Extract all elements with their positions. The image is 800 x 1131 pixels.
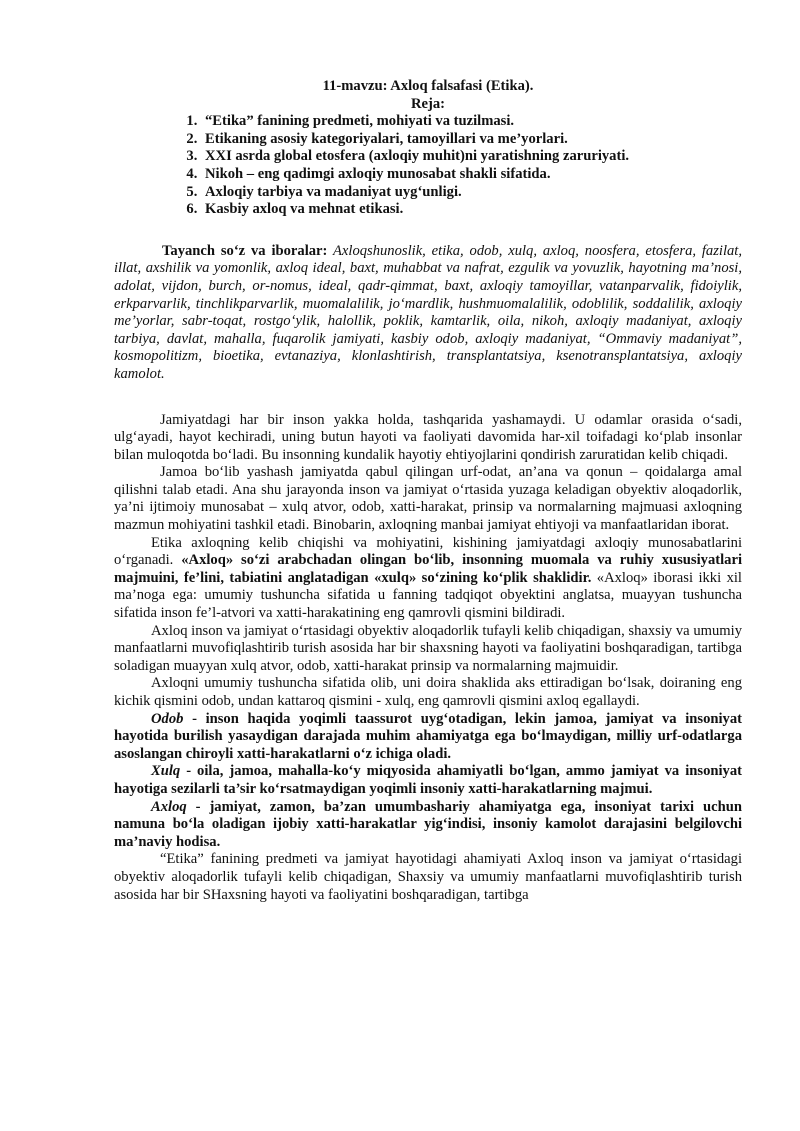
paragraph: “Etika” fanining predmeti va jamiyat hayotidagi ahamiyati Axloq inson va jamiyat o‘rtasidagi obyektiv aloqadorlik tufayli kelib chiqadigan, Shaxsiy va umumiy manfaatlarni muvofiqlashtirib turish asosida har bir SHaxsning hayoti va faoliyatini boshqaradigan, tartibga	[114, 851, 742, 903]
keywords-paragraph	[114, 243, 742, 384]
plan-item: 5. Axloqiy tarbiya va madaniyat uyg‘unligi.	[201, 184, 742, 202]
paragraph: Jamiyatdagi har bir inson yakka holda, tashqarida yashamaydi. U odamlar orasida o‘sadi, ulg‘ayadi, hayot kechiradi, uning butun hayoti va faoliyati davomida har-xil toifadagi ko‘plab insonlar bilan muloqotda bo‘ladi. Bu insonning kundalik hayotiy ehtiyojlarini qondirish zaruratidan kelib chiqadi.	[114, 411, 742, 463]
plan-item: 1. “Etika” fanining predmeti, mohiyati va tuzilmasi.	[201, 113, 742, 131]
paragraph-text: «Axloq» iborasi ikki xil ma’noga ega: umumiy tushuncha sifatida u fanning tadqiqot obyektini anglatsa, muayyan tushuncha sifatida inson fe’l-atvori va xatti-harakatining eng qamrovli qismini bildiradi.	[114, 569, 742, 622]
term-odob: Odob	[151, 710, 184, 727]
plan-item: 6. Kasbiy axloq va mehnat etikasi.	[201, 201, 742, 219]
paragraph-bold-text: «Axloq» so‘zi arabchadan olingan bo‘lib, insonning muomala va ruhiy xususiyatlari majmuini, fe’lini, tabiatini anglatadigan «xulq» so‘zining ko‘plik shaklidir.	[114, 552, 742, 586]
paragraph: Jamoa bo‘lib yashash jamiyatda qabul qilingan urf-odat, an’ana va qonun – qoidalarga amal qilishni talab etadi. Ana shu jarayonda inson va jamiyat o‘rtasida yuzaga keladigan obyektiv aloqadorlik, ya’ni ijtimoiy munosabat – xulq atvor, odob, xatti-harakat, prinsip va normalarning majmuasi axloqning mazmun mohiyatini tashkil etadi. Binobarin, axloqning manbai jamiyat ehtiyoji va manfaatlaridan iborat.	[114, 464, 742, 534]
definition-xulq	[114, 763, 742, 798]
paragraph: Axloq inson va jamiyat o‘rtasidagi obyektiv aloqadorlik tufayli kelib chiqadigan, shaxsiy va umumiy manfaatlarni muvofiqlashtirib turish asosida har bir shaxsning hayoti va faoliyatini boshqaradigan, tartibga soladigan muayyan xulq atvor, odob, xatti-harakat prinsip va normalarning majmuidir.	[114, 622, 742, 674]
definition-odob	[114, 711, 742, 764]
document-page	[114, 78, 742, 904]
plan-heading: Reja:	[410, 95, 446, 112]
keywords-label: Tayanch so‘z va iboralar:	[162, 242, 328, 259]
plan-list	[114, 113, 742, 219]
term-axloq: Axloq	[151, 798, 187, 815]
plan-item: 2. Etikaning asosiy kategoriyalari, tamoyillari va me’yorlari.	[201, 131, 742, 149]
keywords-list: Axloqshunoslik, etika, odob, xulq, axloq, noosfera, etosfera, fazilat, illat, axshilik va yomonlik, axloq ideal, baxt, muhabbat va nafrat, ezgulik va yovuzlik, hayotning ma’nosi, adolat, vijdon, burch, or-nomus, ideal, qadr-qimmat, baxt, axloqiy tamoyillar, vatanparvalik, fidoiylik, erkparvarlik, tinchlikparvarlik, muomalalilik, jo‘mardlik, hushmuomalalilik, odoblilik, soddalilik, axloqiy me’yorlar, sabr-toqat, rostgo‘ylik, halollik, poklik, kamtarlik, oila, nikoh, axloqiy madaniyat, axloqiy tarbiya, davlat, mahalla, fuqarolik jamiyati, kasbiy odob, axloqiy madaniyat, “Ommaviy madaniyat”, kosmopolitizm, bioetika, evtanaziya, klonlashtirish, transplantatsiya, ksenotransplantatsiya, axloqiy kamolot.	[114, 242, 743, 382]
term-xulq: Xulq	[151, 763, 181, 780]
definition-axloq	[114, 799, 742, 852]
paragraph	[114, 535, 742, 623]
definition-text: - inson haqida yoqimli taassurot uyg‘otadigan, lekin jamoa, jamiyat va insoniyat hayotida burilish yasaydigan darajada muhim ahamiyatga ega bo‘lmaydigan, milliy urf-odatlarga asoslangan chiroyli xatti-harakatlarni o‘z ichiga oladi.	[114, 710, 742, 762]
document-title: 11-mavzu: Axloq falsafasi (Etika).	[322, 78, 534, 94]
paragraph-text: Etika axloqning kelib chiqishi va mohiyatini, kishining jamiyatdagi axloqiy munosabatlarini o‘rganadi.	[114, 534, 742, 569]
plan-item: 3. XXI asrda global etosfera (axloqiy muhit)ni yaratishning zaruriyati.	[201, 148, 742, 166]
definition-text: - oila, jamoa, mahalla-ko‘y miqyosida ahamiyatli bo‘lgan, ammo jamiyat va insoniyat hayotiga sezilarli ta’sir ko‘rsatmaydigan yoqimli insoniy xatti-harakatlarning majmui.	[114, 763, 742, 797]
definition-text: - jamiyat, zamon, ba’zan umumbashariy ahamiyatga ega, insoniyat tarixi uchun namuna bo‘la oladigan ijobiy xatti-harakatlar yig‘indisi, insoniy kamolot darajasini belgilovchi ma’naviy hodisa.	[114, 798, 742, 850]
body-text	[114, 412, 742, 905]
paragraph: Axloqni umumiy tushuncha sifatida olib, uni doira shaklida aks ettiradigan bo‘lsak, doiraning eng kichik qismini odob, undan kattaroq qismini - xulq, eng qamrovli qismini axloq egallaydi.	[114, 675, 742, 709]
plan-item: 4. Nikoh – eng qadimgi axloqiy munosabat shakli sifatida.	[201, 166, 742, 184]
